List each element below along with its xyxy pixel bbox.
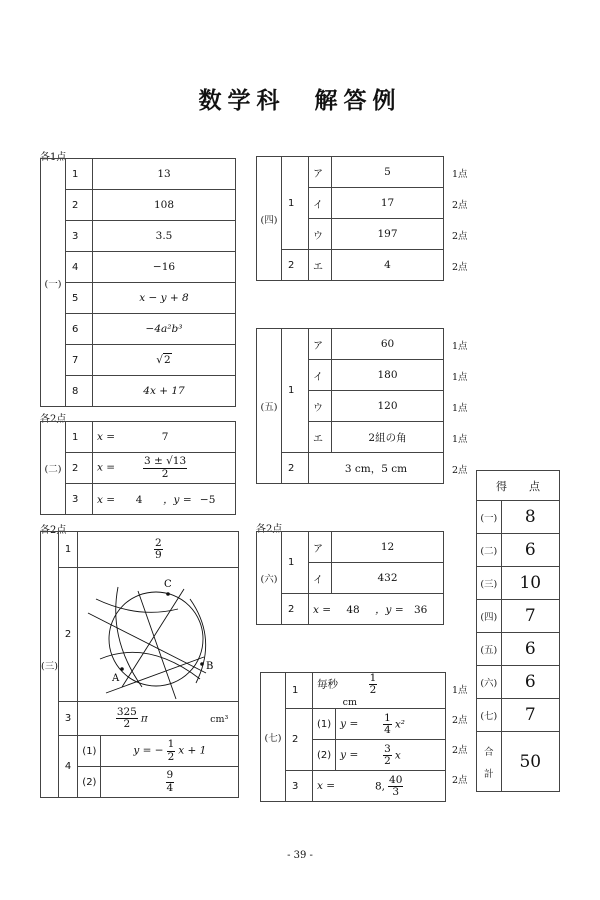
answer (78, 532, 239, 568)
score-value: 7 (501, 600, 559, 633)
points-label: 2点 (452, 262, 468, 273)
answer-prefix: 毎秒 (317, 678, 338, 691)
kana-label: エ (309, 250, 332, 281)
points-label: 2点 (452, 775, 468, 786)
points-label: 1点 (452, 372, 468, 383)
kana-label: エ (309, 422, 332, 453)
section-label: (四) (257, 157, 282, 281)
denominator: 4 (384, 723, 391, 736)
point-label-b: B (206, 660, 214, 672)
answer-fraction (143, 456, 187, 479)
answer-fraction (167, 739, 176, 762)
question-number: 5 (66, 283, 93, 314)
answer-fraction (116, 707, 138, 730)
answer-rhs: x² (394, 718, 405, 731)
question-number: 1 (282, 329, 309, 453)
answer: 180 (332, 360, 444, 391)
section-label: (五) (257, 329, 282, 484)
point-label-a: A (112, 672, 120, 684)
question-number: 2 (282, 250, 309, 281)
section-label: (二) (41, 422, 66, 515)
circle (109, 592, 203, 686)
question-number: 3 (286, 771, 313, 802)
section-1-table (40, 158, 236, 407)
score-section-label: (七) (477, 699, 502, 732)
x-value: 48 (346, 603, 360, 616)
answer: 108 (93, 190, 236, 221)
answer-lhs: y = − (133, 745, 164, 757)
question-number: 1 (282, 157, 309, 250)
construction-line (106, 657, 204, 693)
radicand: 2 (164, 354, 171, 366)
denominator: 3 (392, 785, 400, 798)
kana-label: ウ (309, 391, 332, 422)
section-5-table (256, 328, 444, 484)
score-value: 6 (501, 633, 559, 666)
x-prefix: x = (97, 493, 116, 506)
answer-rhs: x (394, 749, 401, 762)
score-section-label: (四) (477, 600, 502, 633)
answer-lhs: y = (340, 718, 359, 731)
question-number: 6 (66, 314, 93, 345)
page-title: 数学科 解答例 (198, 88, 402, 114)
y-prefix: ，y = (375, 603, 404, 616)
section-3-table (40, 531, 239, 798)
answer: 60 (332, 329, 444, 360)
answer: 3 cm，5 cm (309, 453, 444, 484)
kana-label: イ (309, 188, 332, 219)
answer (309, 594, 444, 625)
answer-fraction (154, 538, 163, 561)
score-table (476, 470, 560, 792)
answer-fraction (383, 744, 392, 767)
sub-question-number: (2) (313, 740, 336, 771)
section-6-table (256, 531, 444, 625)
numerator: 3 ± √13 (143, 455, 187, 468)
answer: 4 (332, 250, 444, 281)
answer: √2 (93, 345, 236, 376)
score-value: 7 (501, 699, 559, 732)
answer: 13 (93, 159, 236, 190)
kana-label: ア (309, 329, 332, 360)
points-note: 各2点 (40, 414, 67, 425)
denominator: 2 (123, 718, 131, 730)
sub-question-number: (1) (313, 709, 336, 740)
point-b (200, 662, 204, 666)
answer-fraction (166, 770, 175, 793)
section-4-table (256, 156, 444, 281)
answer: x − y + 8 (93, 283, 236, 314)
unit: cm³ (210, 713, 229, 725)
question-number: 8 (66, 376, 93, 407)
score-value: 6 (501, 534, 559, 567)
denominator: 2 (384, 754, 391, 767)
points-label: 1点 (452, 403, 468, 414)
answer: 3.5 (93, 221, 236, 252)
score-value: 8 (501, 501, 559, 534)
construction-line (122, 589, 184, 687)
score-value: 6 (501, 666, 559, 699)
section-7-table (260, 672, 446, 802)
answer (93, 422, 236, 453)
score-value: 10 (501, 567, 559, 600)
numerator: 2 (154, 536, 162, 549)
numerator: 9 (166, 769, 174, 782)
question-number: 3 (58, 702, 77, 736)
question-number: 1 (282, 532, 309, 594)
answer (93, 484, 236, 515)
points-label: 2点 (452, 745, 468, 756)
answer (78, 702, 239, 736)
points-label: 2点 (452, 715, 468, 726)
point-a (120, 667, 124, 671)
score-total-label (477, 732, 502, 792)
pi-symbol: π (140, 712, 148, 725)
question-number: 2 (286, 709, 313, 771)
numerator: 3 (384, 742, 391, 755)
total-label-part: 計 (484, 768, 494, 780)
answer-prefix: x = (97, 431, 116, 443)
kana-label: イ (309, 563, 332, 594)
question-number: 2 (58, 568, 77, 702)
section-label: (一) (41, 159, 66, 407)
sub-question-number: (2) (78, 767, 101, 798)
points-label: 1点 (452, 434, 468, 445)
y-value: 36 (413, 603, 428, 616)
numerator: 325 (116, 705, 137, 718)
question-number: 1 (286, 673, 313, 709)
section-2-table (40, 421, 236, 515)
denominator: 2 (161, 467, 169, 480)
score-section-label: (二) (477, 534, 502, 567)
answer-lhs: y = (340, 749, 359, 762)
kana-label: ア (309, 157, 332, 188)
score-section-label: (三) (477, 567, 502, 600)
x-prefix: x = (313, 603, 332, 616)
denominator: 9 (154, 549, 162, 561)
points-note: 各1点 (40, 152, 67, 163)
answer: 12 (332, 532, 444, 563)
answer: 17 (332, 188, 444, 219)
denominator: 4 (166, 781, 174, 794)
numerator: 40 (389, 773, 403, 786)
construction-arc (116, 587, 142, 687)
y-prefix: ，y = (163, 493, 192, 506)
points-label: 2点 (452, 231, 468, 242)
answer: 2組の角 (332, 422, 444, 453)
answer-fraction (369, 673, 378, 696)
question-number: 2 (66, 453, 93, 484)
section-label: (三) (41, 532, 59, 798)
answer-whole: 8, (375, 780, 386, 793)
question-number: 3 (66, 484, 93, 515)
answer (93, 453, 236, 484)
y-value: −5 (199, 493, 216, 506)
points-label: 1点 (452, 169, 468, 180)
question-number: 1 (58, 532, 77, 568)
question-number: 2 (282, 453, 309, 484)
section-label: (六) (257, 532, 282, 625)
answer: −4a²b³ (93, 314, 236, 345)
point-c (166, 592, 170, 596)
answer (101, 767, 239, 798)
points-label: 2点 (452, 200, 468, 211)
numerator: 1 (369, 672, 377, 684)
denominator: 2 (167, 750, 175, 763)
answer: 4x + 17 (93, 376, 236, 407)
question-number: 4 (58, 736, 77, 798)
numerator: 1 (167, 738, 175, 751)
point-label-c: C (164, 578, 172, 590)
question-number: 1 (66, 159, 93, 190)
answer (313, 673, 446, 709)
answer (101, 736, 239, 767)
answer (313, 771, 446, 802)
answer-fraction (388, 775, 403, 798)
answer (336, 709, 446, 740)
numerator: 1 (384, 711, 391, 724)
construction-figure (78, 569, 238, 701)
answer-rhs: x + 1 (178, 745, 207, 757)
answer: 432 (332, 563, 444, 594)
x-value: 4 (135, 493, 143, 506)
score-section-label: (六) (477, 666, 502, 699)
section-label: (七) (261, 673, 286, 802)
kana-label: ウ (309, 219, 332, 250)
score-section-label: (五) (477, 633, 502, 666)
answer: 120 (332, 391, 444, 422)
answer-prefix: x = (97, 462, 116, 474)
answer: 197 (332, 219, 444, 250)
points-note: 各2点 (40, 525, 67, 536)
answer-prefix: x = (317, 780, 336, 793)
question-number: 3 (66, 221, 93, 252)
answer: 5 (332, 157, 444, 188)
denominator: 2 (369, 684, 377, 697)
question-number: 2 (66, 190, 93, 221)
kana-label: ア (309, 532, 332, 563)
answer-value: 7 (161, 431, 169, 443)
unit: cm (342, 697, 357, 709)
construction-line (138, 591, 176, 699)
score-total: 50 (501, 732, 559, 792)
answer (336, 740, 446, 771)
points-label: 1点 (452, 341, 468, 352)
score-header: 得 点 (477, 471, 560, 501)
question-number: 2 (282, 594, 309, 625)
points-label: 2点 (452, 465, 468, 476)
score-section-label: (一) (477, 501, 502, 534)
answer-fraction (383, 713, 392, 736)
points-label: 1点 (452, 685, 468, 696)
question-number: 1 (66, 422, 93, 453)
points-note: 各2点 (256, 524, 283, 535)
kana-label: イ (309, 360, 332, 391)
construction-figure-cell (78, 568, 239, 702)
construction-arc (96, 599, 178, 612)
construction-line (88, 613, 206, 673)
question-number: 7 (66, 345, 93, 376)
answer: −16 (93, 252, 236, 283)
question-number: 4 (66, 252, 93, 283)
sub-question-number: (1) (78, 736, 101, 767)
total-label-part: 合 (484, 746, 494, 758)
page-number: - 39 - (287, 850, 313, 861)
